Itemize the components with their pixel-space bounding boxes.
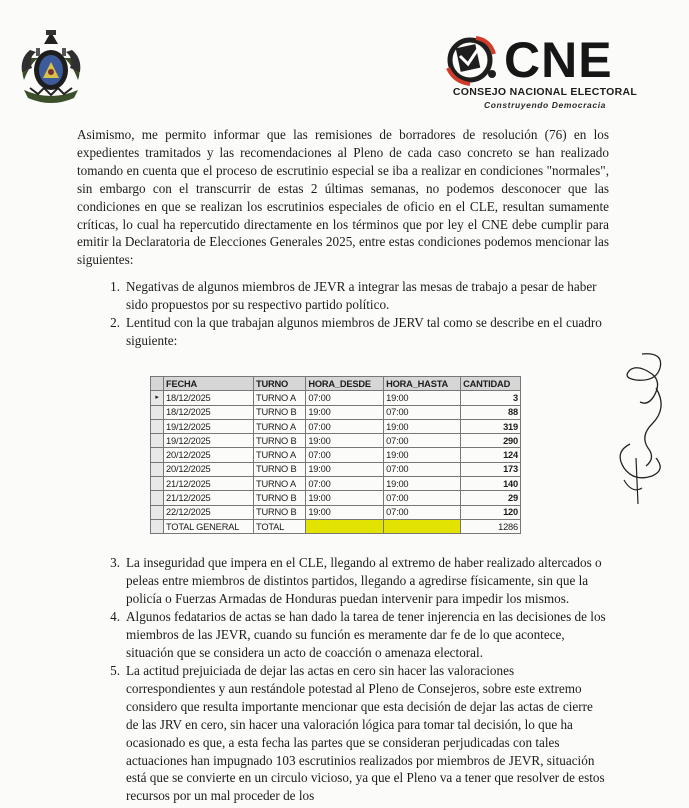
turno-cell: TURNO A <box>254 448 306 462</box>
list-item-text: La actitud prejuiciada de dejar las actas en cero sin hacer las valoraciones correspondientes y aun restándole potestad al Pleno de Consejeros, sobre este extremo considero que resulta importante mencionar que esta decisión de dejar las actas de cierre de las JRV en cero, sin hacer una valoración lógica para tomar tal decisión, lo que ha ocasionado es que, a esta fecha las partes que se consideran perjudicadas con tales actuaciones han impugnado 103 escrutinios realizados por miembros de JEVR, situación está que se convierte en un circulo vicioso, ya que el Pleno va a tener que resolver de estos recursos por un mal proceder de los <box>126 663 605 804</box>
hora-desde-cell: 19:00 <box>306 434 384 448</box>
table-row <box>151 405 521 419</box>
column-header-hora-desde: HORA_DESDE <box>306 377 384 391</box>
cantidad-cell: 120 <box>461 505 521 519</box>
list-item-5 <box>110 662 606 805</box>
list-item-number: 1. <box>110 279 120 294</box>
table-row <box>151 391 521 405</box>
row-selector <box>151 448 164 462</box>
list-item-1 <box>110 278 606 314</box>
list-item-text: La inseguridad que impera en el CLE, llegando al extremo de haber realizado altercados o peleas entre miembros de distintos partidos, llegando a agredirse físicamente, sin que la policía o Fuerzas Armadas de Honduras puedan intervenir para impedir los mismos. <box>126 555 602 606</box>
list-item-text: Lentitud con la que trabajan algunos miembros de JERV tal como se describe en el cuadro siguiente: <box>126 315 602 348</box>
turno-cell: TURNO A <box>254 419 306 433</box>
cantidad-cell: 319 <box>461 419 521 433</box>
column-header-hora-hasta: HORA_HASTA <box>384 377 461 391</box>
hora-hasta-cell: 19:00 <box>384 448 461 462</box>
handwritten-signature <box>612 348 674 506</box>
list-item-number: 3. <box>110 555 120 570</box>
cantidad-cell: 29 <box>461 491 521 505</box>
cantidad-cell: 140 <box>461 477 521 491</box>
table-row <box>151 505 521 519</box>
column-header-cantidad: CANTIDAD <box>461 377 521 391</box>
list-item-text: Negativas de algunos miembros de JEVR a integrar las mesas de trabajo a pesar de haber sido propuestos por su respectivo partido político. <box>126 279 597 312</box>
row-selector <box>151 519 164 533</box>
cne-logo-subtitle: CONSEJO NACIONAL ELECTORAL <box>452 86 638 98</box>
turno-cell: TURNO A <box>254 477 306 491</box>
table-row <box>151 491 521 505</box>
hora-hasta-cell: 07:00 <box>384 505 461 519</box>
cne-emblem-icon <box>440 28 504 92</box>
fecha-cell: 20/12/2025 <box>164 448 254 462</box>
hora-hasta-cell: 07:00 <box>384 434 461 448</box>
cne-logo-motto: Construyendo Democracia <box>484 100 606 110</box>
turno-cell: TURNO B <box>254 462 306 476</box>
row-selector-header <box>151 377 164 391</box>
list-item-4 <box>110 608 606 662</box>
hora-desde-cell: 19:00 <box>306 491 384 505</box>
cantidad-cell: 173 <box>461 462 521 476</box>
turno-cell: TURNO B <box>254 491 306 505</box>
row-selector <box>151 405 164 419</box>
fecha-cell: 18/12/2025 <box>164 405 254 419</box>
turno-cell: TURNO B <box>254 505 306 519</box>
total-label-cell: TOTAL GENERAL <box>164 519 254 533</box>
fecha-cell: 18/12/2025 <box>164 391 254 405</box>
table-total-row <box>151 519 521 533</box>
list-item-number: 4. <box>110 609 120 624</box>
total-blank-cell <box>306 519 384 533</box>
fecha-cell: 22/12/2025 <box>164 505 254 519</box>
hora-hasta-cell: 19:00 <box>384 391 461 405</box>
list-item-2 <box>110 314 606 350</box>
table-row <box>151 434 521 448</box>
row-selector <box>151 477 164 491</box>
row-selector <box>151 491 164 505</box>
coat-of-arms-seal <box>16 28 86 106</box>
fecha-cell: 20/12/2025 <box>164 462 254 476</box>
hora-hasta-cell: 19:00 <box>384 477 461 491</box>
fecha-cell: 21/12/2025 <box>164 477 254 491</box>
hora-desde-cell: 19:00 <box>306 505 384 519</box>
table-row <box>151 448 521 462</box>
hora-hasta-cell: 19:00 <box>384 419 461 433</box>
table-row <box>151 477 521 491</box>
intro-paragraph: Asimismo, me permito informar que las remisiones de borradores de resolución (76) en los expedientes tramitados y las recomendaciones al Pleno de cada caso concreto se han realizado tomando en cuenta que el proceso de escrutinio especial se iba a realizar en condiciones "normales", sin embargo con el transcurrir de estas 2 últimas semanas, no podemos desconocer que las condiciones en que se realizan los escrutinios especiales de oficio en el CLE, resultan sumamente críticas, lo cual ha repercutido directamente en los términos que por ley el CNE debe cumplir para emitir la Declaratoria de Elecciones Generales 2025, entre estas condiciones podemos mencionar las siguientes: <box>77 127 609 268</box>
hora-desde-cell: 07:00 <box>306 477 384 491</box>
cne-logo-text: CNE <box>504 32 613 88</box>
cantidad-cell: 88 <box>461 405 521 419</box>
cantidad-cell: 3 <box>461 391 521 405</box>
hora-hasta-cell: 07:00 <box>384 405 461 419</box>
shift-table <box>150 376 521 534</box>
column-header-turno: TURNO <box>254 377 306 391</box>
turno-cell: TURNO A <box>254 391 306 405</box>
table-row <box>151 419 521 433</box>
row-selector <box>151 505 164 519</box>
table-row <box>151 462 521 476</box>
cantidad-cell: 290 <box>461 434 521 448</box>
hora-desde-cell: 07:00 <box>306 391 384 405</box>
hora-hasta-cell: 07:00 <box>384 491 461 505</box>
total-cantidad-cell: 1286 <box>461 519 521 533</box>
list-item-number: 2. <box>110 315 120 330</box>
list-item-3 <box>110 554 606 608</box>
fecha-cell: 19/12/2025 <box>164 434 254 448</box>
hora-desde-cell: 07:00 <box>306 448 384 462</box>
list-item-number: 5. <box>110 663 120 678</box>
row-selector <box>151 419 164 433</box>
hora-hasta-cell: 07:00 <box>384 462 461 476</box>
list-item-text: Algunos fedatarios de actas se han dado la tarea de tener injerencia en las decisiones de los miembros de las JEVR, cuando su función es meramente dar fe de lo que acontece, situación que se considera un acto de coacción o amenaza electoral. <box>126 609 606 660</box>
turno-cell: TURNO B <box>254 434 306 448</box>
hora-desde-cell: 07:00 <box>306 419 384 433</box>
row-selector <box>151 434 164 448</box>
hora-desde-cell: 19:00 <box>306 405 384 419</box>
column-header-fecha: FECHA <box>164 377 254 391</box>
hora-desde-cell: 19:00 <box>306 462 384 476</box>
row-selector: ▸ <box>151 391 164 405</box>
fecha-cell: 21/12/2025 <box>164 491 254 505</box>
total-turno-cell: TOTAL <box>254 519 306 533</box>
cantidad-cell: 124 <box>461 448 521 462</box>
turno-cell: TURNO B <box>254 405 306 419</box>
cne-logo <box>440 28 650 118</box>
row-selector <box>151 462 164 476</box>
fecha-cell: 19/12/2025 <box>164 419 254 433</box>
total-blank-cell <box>384 519 461 533</box>
